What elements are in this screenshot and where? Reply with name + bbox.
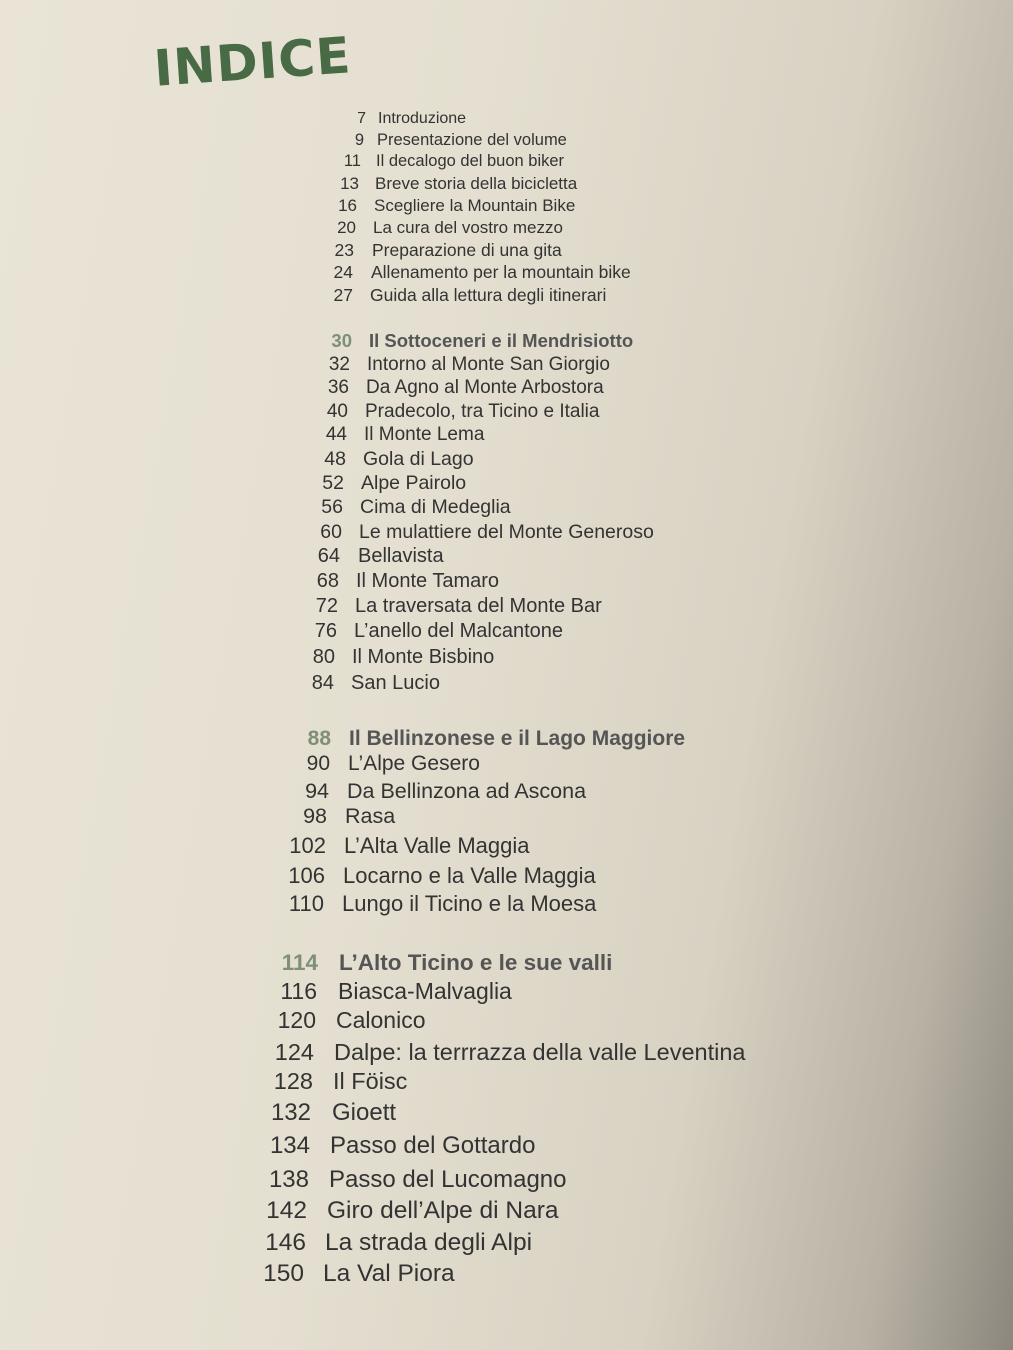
entry-title: Lungo il Ticino e la Moesa [342,890,597,916]
entry-title: Il Monte Bisbino [352,646,495,668]
page-number: 84 [311,672,334,694]
page-number: 23 [334,239,354,260]
entry-title: Breve storia della bicicletta [375,173,578,193]
entry-title: Da Agno al Monte Arbostora [366,376,604,398]
page-number: 114 [281,949,318,975]
entry-title: Il decalogo del buon biker [376,152,565,171]
entry-title: San Lucio [351,672,440,694]
entry-title: Gola di Lago [363,448,474,471]
section-title: Il Sottoceneri e il Mendrisiotto [369,329,634,351]
page-number: 40 [326,400,348,422]
page-number: 98 [303,804,327,829]
page-number: 110 [288,890,324,916]
entry-title: Alpe Pairolo [361,472,467,495]
page-number: 44 [325,423,347,445]
entry-title: Il Föisc [333,1067,408,1094]
page-number: 80 [312,646,335,668]
entry-title: Presentazione del volume [377,131,567,150]
page-number: 11 [343,152,361,171]
page-number: 150 [263,1260,304,1288]
entry-title: La cura del vostro mezzo [373,217,563,237]
page-number: 88 [307,727,331,751]
page-number: 94 [305,779,329,804]
entry-title: Giro dell’Alpe di Nara [327,1197,559,1225]
entry-title: Passo del Gottardo [330,1131,536,1159]
page-number: 60 [320,521,342,544]
entry-title: Introduzione [378,110,467,128]
entry-title: Pradecolo, tra Ticino e Italia [365,400,600,422]
entry-title: Intorno al Monte San Giorgio [367,353,610,375]
page-number: 142 [266,1197,307,1225]
page-number: 124 [274,1038,314,1065]
section-title: L’Alto Ticino e le sue valli [339,949,613,975]
entry-title: La traversata del Monte Bar [355,595,602,617]
entry-title: Allenamento per la mountain bike [371,261,631,282]
entry-title: Bellavista [358,545,444,567]
entry-title: Calonico [336,1007,426,1034]
entry-title: Scegliere la Mountain Bike [374,195,576,215]
page-number: 146 [265,1229,306,1257]
entry-title: L’Alpe Gesero [348,752,480,776]
entry-title: La strada degli Alpi [325,1229,533,1257]
entry-title: L’Alta Valle Maggia [344,832,530,858]
entry-title: Da Bellinzona ad Ascona [347,779,587,804]
entry-title: Guida alla lettura degli itinerari [370,284,607,305]
page-number: 36 [327,376,349,398]
entry-title: Biasca-Malvaglia [338,978,512,1005]
entry-title: Il Monte Lema [364,423,485,445]
page-number: 13 [340,173,359,193]
page-number: 116 [280,978,317,1005]
page-number: 76 [314,620,337,642]
entry-title: Il Monte Tamaro [356,570,500,592]
page-number: 106 [288,862,325,888]
page-number: 68 [316,570,339,592]
entry-title: Gioett [332,1098,397,1126]
page-number: 52 [322,472,344,495]
entry-title: Dalpe: la terrrazza della valle Leventina [334,1038,746,1065]
entry-title: Rasa [345,804,396,829]
entry-title: Cima di Medeglia [360,496,511,519]
page-number: 102 [289,832,326,858]
page-number: 134 [269,1131,310,1159]
page-number: 30 [331,329,352,351]
page-number: 120 [277,1007,316,1034]
page-number: 64 [317,545,340,567]
page-number: 48 [324,448,346,471]
page-number: 9 [354,131,364,150]
section-title: Il Bellinzonese e il Lago Maggiore [349,727,686,751]
entry-title: Passo del Lucomagno [329,1165,567,1193]
entry-title: L’anello del Malcantone [354,620,564,642]
page-number: 132 [270,1098,311,1126]
page-number: 138 [268,1165,309,1193]
page-number: 16 [338,195,357,215]
entry-title: Locarno e la Valle Maggia [343,862,596,888]
page-number: 32 [328,353,350,375]
page-number: 24 [333,261,353,282]
entry-title: La Val Piora [323,1260,455,1288]
page-number: 20 [337,217,356,237]
page-number: 72 [315,595,338,617]
page-number: 7 [357,110,366,128]
entry-title: Preparazione di una gita [372,239,562,260]
entry-title: Le mulattiere del Monte Generoso [359,521,654,544]
page-number: 90 [306,752,330,776]
page-title: INDICE [152,26,353,98]
page-number: 27 [333,284,353,305]
page-number: 128 [273,1067,313,1094]
page-number: 56 [321,496,343,519]
